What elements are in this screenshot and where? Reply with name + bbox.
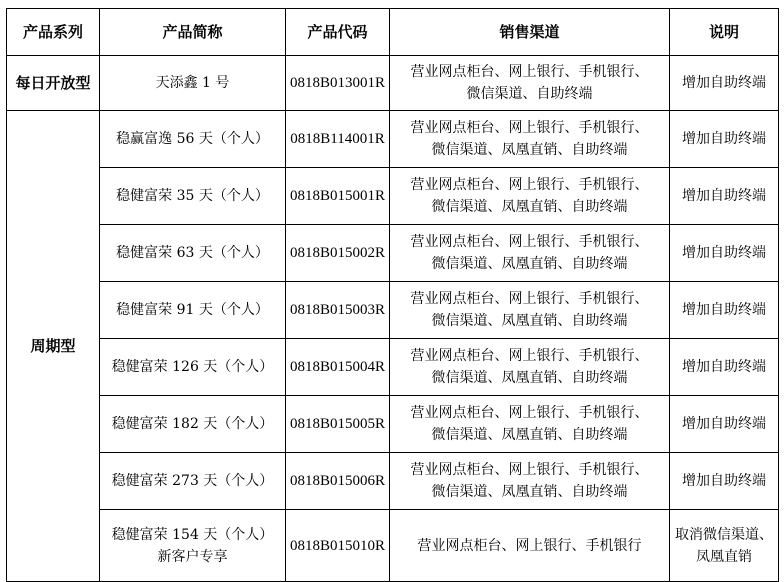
note-line: 增加自助终端 (682, 359, 766, 375)
sales-channels-cell (390, 111, 670, 168)
channels-line: 微信渠道、凤凰直销、自助终端 (431, 199, 628, 215)
channels-line: 微信渠道、凤凰直销、自助终端 (431, 427, 628, 443)
product-name: 稳健富荣 154 天（个人） (111, 526, 274, 543)
note-cell (670, 282, 779, 339)
channels-line: 微信渠道、凤凰直销、自助终端 (431, 484, 628, 500)
note-line: 增加自助终端 (682, 302, 766, 318)
product-name-cell (100, 282, 286, 339)
product-code: 0818B015001R (286, 168, 390, 225)
product-name: 稳健富荣 91 天（个人） (116, 302, 269, 318)
table-row (7, 396, 779, 453)
note-line: 增加自助终端 (682, 188, 766, 204)
product-code: 0818B015002R (286, 225, 390, 282)
product-name-cell (100, 225, 286, 282)
product-code: 0818B013001R (286, 56, 390, 111)
note-line: 取消微信渠道、 (675, 526, 773, 543)
product-name: 稳健富荣 273 天（个人） (111, 473, 274, 489)
table-row (7, 339, 779, 396)
product-name-cell (100, 510, 286, 582)
series-daily-open: 每日开放型 (7, 56, 100, 111)
sales-channels-cell (390, 453, 670, 510)
product-code: 0818B015005R (286, 396, 390, 453)
note-cell (670, 510, 779, 582)
channels-line: 营业网点柜台、网上银行、手机银行、 (410, 120, 649, 136)
header-sales-channels: 销售渠道 (390, 9, 670, 56)
note-cell (670, 111, 779, 168)
channels-line: 营业网点柜台、网上银行、手机银行、 (410, 348, 649, 364)
sales-channels-cell (390, 339, 670, 396)
table-row (7, 111, 779, 168)
channels-line: 微信渠道、凤凰直销、自助终端 (431, 256, 628, 272)
channels-line: 营业网点柜台、网上银行、手机银行、 (410, 64, 649, 80)
product-name-subline: 新客户专享 (157, 548, 228, 565)
table-row (7, 56, 779, 111)
note-cell (670, 453, 779, 510)
table-row (7, 510, 779, 582)
note-cell (670, 339, 779, 396)
product-name: 稳赢富逸 56 天（个人） (116, 131, 269, 147)
channels-line: 营业网点柜台、网上银行、手机银行、 (410, 405, 649, 421)
note-line: 增加自助终端 (682, 473, 766, 489)
table-row (7, 453, 779, 510)
sales-channels-cell (390, 168, 670, 225)
note-line: 增加自助终端 (682, 245, 766, 261)
header-notes: 说明 (670, 9, 779, 56)
header-product-name: 产品简称 (100, 9, 286, 56)
sales-channels-cell (390, 510, 670, 582)
product-code: 0818B015004R (286, 339, 390, 396)
header-product-series: 产品系列 (7, 9, 100, 56)
product-name-cell (100, 339, 286, 396)
note-cell (670, 225, 779, 282)
product-code: 0818B015010R (286, 510, 390, 582)
product-code: 0818B015003R (286, 282, 390, 339)
header-product-code: 产品代码 (286, 9, 390, 56)
sales-channels-cell (390, 56, 670, 111)
channels-line: 营业网点柜台、网上银行、手机银行、 (410, 234, 649, 250)
channels-line: 微信渠道、自助终端 (466, 86, 593, 102)
product-name-cell (100, 453, 286, 510)
note-line: 凤凰直销 (696, 548, 752, 565)
channels-line: 微信渠道、凤凰直销、自助终端 (431, 142, 628, 158)
product-name-cell (100, 396, 286, 453)
note-cell (670, 56, 779, 111)
product-code: 0818B015006R (286, 453, 390, 510)
channels-line: 营业网点柜台、网上银行、手机银行、 (410, 291, 649, 307)
note-cell (670, 396, 779, 453)
sales-channels-cell (390, 396, 670, 453)
table-row (7, 168, 779, 225)
channels-line: 微信渠道、凤凰直销、自助终端 (431, 370, 628, 386)
note-line: 增加自助终端 (682, 131, 766, 147)
sales-channels-cell (390, 282, 670, 339)
note-line: 增加自助终端 (682, 416, 766, 432)
table-row (7, 225, 779, 282)
channels-line: 微信渠道、凤凰直销、自助终端 (431, 313, 628, 329)
product-name: 稳健富荣 182 天（个人） (111, 416, 274, 432)
product-name-cell (100, 56, 286, 111)
channels-line: 营业网点柜台、网上银行、手机银行、 (410, 177, 649, 193)
channels-line: 营业网点柜台、网上银行、手机银行 (417, 537, 642, 554)
sales-channels-cell (390, 225, 670, 282)
product-name-cell (100, 111, 286, 168)
product-name: 稳健富荣 126 天（个人） (111, 359, 274, 375)
note-line: 增加自助终端 (682, 75, 766, 91)
channels-line: 营业网点柜台、网上银行、手机银行、 (410, 462, 649, 478)
table-body (7, 56, 779, 582)
product-name-cell (100, 168, 286, 225)
product-name: 稳健富荣 35 天（个人） (116, 188, 269, 204)
series-periodic: 周期型 (7, 111, 100, 582)
product-table (6, 8, 779, 582)
product-name: 稳健富荣 63 天（个人） (116, 245, 269, 261)
note-cell (670, 168, 779, 225)
table-header-row (7, 9, 779, 56)
table-row (7, 282, 779, 339)
product-name: 天添鑫 1 号 (155, 75, 230, 91)
product-code: 0818B114001R (286, 111, 390, 168)
